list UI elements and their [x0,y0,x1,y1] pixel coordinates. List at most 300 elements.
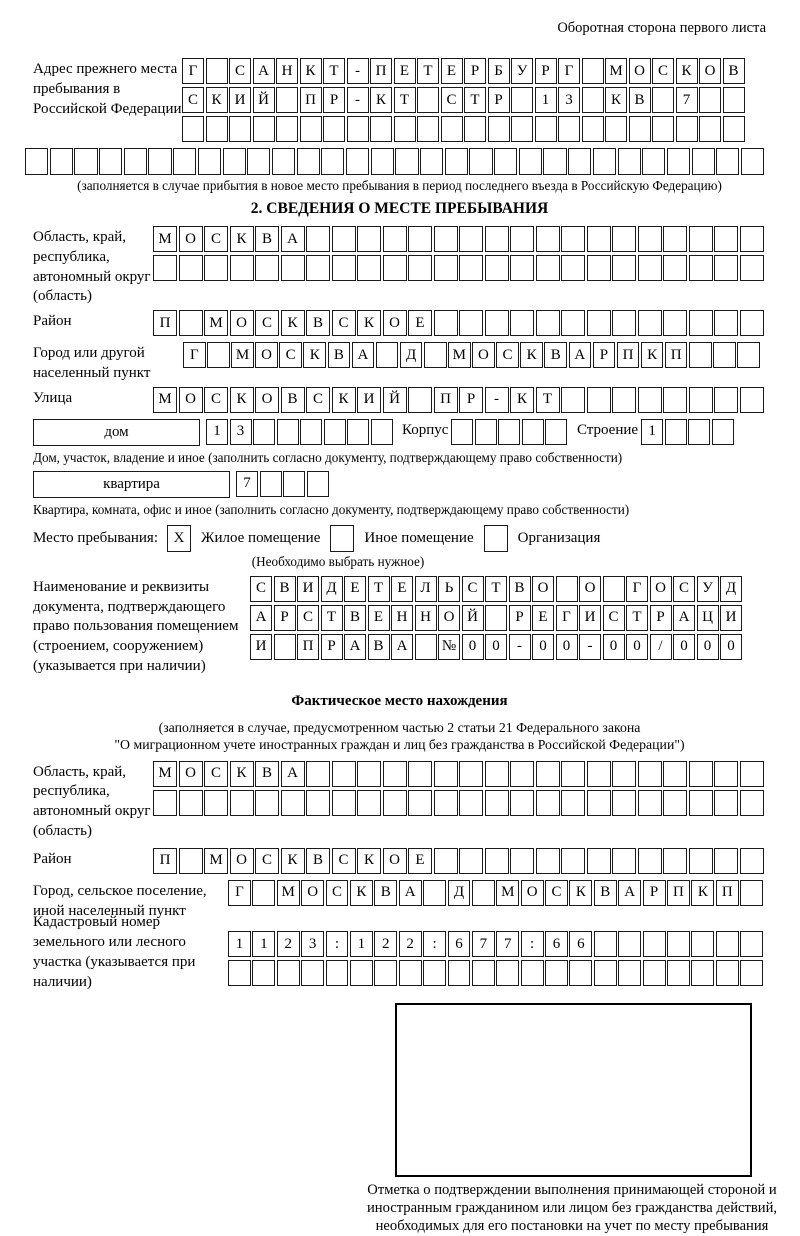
char-box[interactable] [543,148,566,175]
char-box[interactable] [689,255,713,281]
char-box[interactable] [306,790,330,816]
char-box[interactable] [459,310,483,336]
char-box[interactable] [485,848,509,874]
char-box[interactable]: : [326,931,349,957]
char-box[interactable] [638,226,662,252]
char-box[interactable] [485,226,509,252]
char-box[interactable]: У [697,576,719,602]
char-box[interactable]: М [153,226,177,252]
char-box[interactable] [740,226,764,252]
other-premises-checkbox[interactable] [330,525,354,552]
char-box[interactable] [618,960,641,986]
char-box[interactable]: О [699,58,721,84]
char-box[interactable] [568,148,591,175]
char-box[interactable] [451,419,473,445]
char-box[interactable] [569,960,592,986]
char-box[interactable] [204,790,228,816]
char-box[interactable] [99,148,122,175]
char-box[interactable] [587,310,611,336]
char-box[interactable]: М [231,342,254,368]
char-box[interactable]: Р [593,342,616,368]
residential-checkbox[interactable]: X [167,525,191,552]
char-box[interactable] [663,761,687,787]
char-box[interactable]: Е [394,58,416,84]
char-box[interactable] [274,634,296,660]
char-box[interactable] [485,310,509,336]
char-box[interactable] [740,761,764,787]
char-box[interactable] [383,790,407,816]
char-box[interactable] [521,960,544,986]
char-box[interactable] [399,960,422,986]
char-box[interactable]: О [438,605,460,631]
char-box[interactable] [536,790,560,816]
char-box[interactable]: Е [344,576,366,602]
char-box[interactable] [332,255,356,281]
char-box[interactable]: С [332,848,356,874]
char-box[interactable]: С [250,576,272,602]
char-box[interactable]: Т [394,87,416,113]
char-box[interactable] [434,790,458,816]
char-box[interactable] [198,148,221,175]
char-box[interactable] [638,848,662,874]
char-box[interactable]: П [300,87,322,113]
char-box[interactable]: Е [391,576,413,602]
char-box[interactable] [332,226,356,252]
char-box[interactable] [347,116,369,142]
char-box[interactable]: В [594,880,617,906]
char-box[interactable] [612,761,636,787]
char-box[interactable]: 1 [228,931,251,957]
char-box[interactable] [737,342,760,368]
char-box[interactable] [716,931,739,957]
char-box[interactable]: Н [276,58,298,84]
char-box[interactable] [663,848,687,874]
char-box[interactable]: Р [643,880,666,906]
char-box[interactable] [434,310,458,336]
char-box[interactable]: А [352,342,375,368]
char-box[interactable]: Е [441,58,463,84]
char-box[interactable]: С [204,761,228,787]
char-box[interactable]: П [667,880,690,906]
char-box[interactable] [485,255,509,281]
char-box[interactable]: М [153,761,177,787]
char-box[interactable]: 3 [558,87,580,113]
char-box[interactable]: М [277,880,300,906]
char-box[interactable] [415,634,437,660]
char-box[interactable] [417,116,439,142]
char-box[interactable] [510,848,534,874]
char-box[interactable] [740,310,764,336]
char-box[interactable] [347,419,369,445]
char-box[interactable] [179,848,203,874]
char-box[interactable] [593,148,616,175]
char-box[interactable] [699,116,721,142]
char-box[interactable]: К [357,310,381,336]
char-box[interactable] [206,116,228,142]
char-box[interactable]: О [179,387,203,413]
char-box[interactable]: Н [415,605,437,631]
char-box[interactable] [179,310,203,336]
char-box[interactable] [558,116,580,142]
char-box[interactable]: Т [323,58,345,84]
char-box[interactable]: № [438,634,460,660]
char-box[interactable] [306,761,330,787]
char-box[interactable]: О [179,761,203,787]
char-box[interactable] [300,419,322,445]
char-box[interactable] [488,116,510,142]
char-box[interactable]: С [306,387,330,413]
char-box[interactable] [230,790,254,816]
char-box[interactable]: 0 [462,634,484,660]
char-box[interactable] [230,255,254,281]
char-box[interactable] [618,931,641,957]
char-box[interactable]: В [629,87,651,113]
char-box[interactable] [485,790,509,816]
char-box[interactable]: С [441,87,463,113]
char-box[interactable]: О [521,880,544,906]
char-box[interactable]: А [281,761,305,787]
char-box[interactable] [277,419,299,445]
char-box[interactable]: Е [532,605,554,631]
char-box[interactable]: К [510,387,534,413]
char-box[interactable] [469,148,492,175]
char-box[interactable] [612,848,636,874]
char-box[interactable] [603,576,625,602]
char-box[interactable]: 1 [641,419,663,445]
char-box[interactable] [714,387,738,413]
char-box[interactable] [536,255,560,281]
char-box[interactable] [667,148,690,175]
char-box[interactable]: Р [509,605,531,631]
char-box[interactable] [663,255,687,281]
char-box[interactable]: О [255,342,278,368]
char-box[interactable] [689,387,713,413]
char-box[interactable]: С [255,848,279,874]
char-box[interactable]: Т [464,87,486,113]
char-box[interactable]: В [306,848,330,874]
char-box[interactable] [561,761,585,787]
char-box[interactable] [408,761,432,787]
char-box[interactable]: 6 [569,931,592,957]
char-box[interactable] [714,226,738,252]
char-box[interactable]: К [230,387,254,413]
char-box[interactable] [688,419,710,445]
char-box[interactable] [472,960,495,986]
char-box[interactable] [714,790,738,816]
char-box[interactable]: Т [417,58,439,84]
char-box[interactable] [459,848,483,874]
char-box[interactable] [423,880,446,906]
char-box[interactable] [663,790,687,816]
char-box[interactable] [556,576,578,602]
char-box[interactable] [383,255,407,281]
char-box[interactable] [561,310,585,336]
char-box[interactable]: Г [228,880,251,906]
char-box[interactable]: К [300,58,322,84]
char-box[interactable]: К [691,880,714,906]
char-box[interactable]: И [579,605,601,631]
char-box[interactable]: С [673,576,695,602]
char-box[interactable] [582,58,604,84]
char-box[interactable] [253,419,275,445]
char-box[interactable]: 7 [496,931,519,957]
char-box[interactable] [713,342,736,368]
char-box[interactable] [716,960,739,986]
char-box[interactable]: Р [323,87,345,113]
char-box[interactable]: 0 [485,634,507,660]
char-box[interactable] [692,148,715,175]
char-box[interactable]: - [485,387,509,413]
char-box[interactable]: Д [448,880,471,906]
char-box[interactable] [423,960,446,986]
char-box[interactable] [179,255,203,281]
char-box[interactable]: К [370,87,392,113]
char-box[interactable] [300,116,322,142]
char-box[interactable]: П [665,342,688,368]
char-box[interactable] [153,255,177,281]
char-box[interactable] [283,471,305,497]
organization-checkbox[interactable] [484,525,508,552]
char-box[interactable]: С [462,576,484,602]
char-box[interactable]: В [255,761,279,787]
char-box[interactable] [691,931,714,957]
char-box[interactable] [676,116,698,142]
char-box[interactable]: В [368,634,390,660]
char-box[interactable] [689,761,713,787]
char-box[interactable] [179,790,203,816]
char-box[interactable]: Г [183,342,206,368]
char-box[interactable] [605,116,627,142]
char-box[interactable]: Т [536,387,560,413]
char-box[interactable] [643,960,666,986]
char-box[interactable] [281,255,305,281]
char-box[interactable] [582,87,604,113]
char-box[interactable] [25,148,48,175]
char-box[interactable] [260,471,282,497]
char-box[interactable] [642,148,665,175]
char-box[interactable] [228,960,251,986]
char-box[interactable]: 3 [230,419,252,445]
char-box[interactable]: О [301,880,324,906]
char-box[interactable] [535,116,557,142]
char-box[interactable] [252,960,275,986]
char-box[interactable]: М [605,58,627,84]
char-box[interactable]: П [297,634,319,660]
char-box[interactable] [459,226,483,252]
char-box[interactable]: К [569,880,592,906]
char-box[interactable] [204,255,228,281]
char-box[interactable] [383,761,407,787]
char-box[interactable] [434,761,458,787]
char-box[interactable]: П [617,342,640,368]
char-box[interactable] [638,790,662,816]
char-box[interactable]: Т [626,605,648,631]
char-box[interactable] [587,387,611,413]
char-box[interactable]: К [676,58,698,84]
char-box[interactable]: А [250,605,272,631]
char-box[interactable] [74,148,97,175]
char-box[interactable] [306,255,330,281]
char-box[interactable]: Р [535,58,557,84]
char-box[interactable] [716,148,739,175]
char-box[interactable]: - [347,58,369,84]
char-box[interactable] [519,148,542,175]
char-box[interactable]: П [716,880,739,906]
char-box[interactable]: Д [720,576,742,602]
char-box[interactable] [321,148,344,175]
char-box[interactable]: Т [321,605,343,631]
char-box[interactable] [740,387,764,413]
char-box[interactable] [510,761,534,787]
char-box[interactable] [691,960,714,986]
char-box[interactable] [561,226,585,252]
char-box[interactable] [153,790,177,816]
char-box[interactable]: : [423,931,446,957]
char-box[interactable]: Р [650,605,672,631]
char-box[interactable]: 1 [535,87,557,113]
char-box[interactable] [561,255,585,281]
char-box[interactable] [667,931,690,957]
char-box[interactable] [394,116,416,142]
char-box[interactable] [417,87,439,113]
char-box[interactable]: 6 [545,931,568,957]
char-box[interactable] [173,148,196,175]
char-box[interactable]: О [255,387,279,413]
char-box[interactable]: С [652,58,674,84]
char-box[interactable] [638,387,662,413]
char-box[interactable] [357,761,381,787]
char-box[interactable]: 0 [603,634,625,660]
char-box[interactable] [587,761,611,787]
char-box[interactable]: 7 [472,931,495,957]
char-box[interactable] [510,790,534,816]
char-box[interactable]: К [520,342,543,368]
char-box[interactable]: Д [321,576,343,602]
char-box[interactable] [357,226,381,252]
char-box[interactable]: А [618,880,641,906]
char-box[interactable] [689,790,713,816]
char-box[interactable] [464,116,486,142]
char-box[interactable] [714,848,738,874]
char-box[interactable]: Р [464,58,486,84]
char-box[interactable]: С [255,310,279,336]
char-box[interactable]: А [391,634,413,660]
char-box[interactable]: К [357,848,381,874]
char-box[interactable] [699,87,721,113]
char-box[interactable] [253,116,275,142]
char-box[interactable] [629,116,651,142]
char-box[interactable]: А [253,58,275,84]
char-box[interactable]: К [230,226,254,252]
char-box[interactable] [445,148,468,175]
char-box[interactable] [332,790,356,816]
char-box[interactable]: Ь [438,576,460,602]
char-box[interactable]: К [641,342,664,368]
char-box[interactable]: С [332,310,356,336]
char-box[interactable] [618,148,641,175]
char-box[interactable]: - [579,634,601,660]
char-box[interactable]: 6 [448,931,471,957]
char-box[interactable] [371,419,393,445]
char-box[interactable] [229,116,251,142]
char-box[interactable]: М [496,880,519,906]
char-box[interactable]: К [281,848,305,874]
char-box[interactable]: С [297,605,319,631]
char-box[interactable]: О [383,848,407,874]
char-box[interactable] [247,148,270,175]
char-box[interactable]: М [448,342,471,368]
char-box[interactable] [740,848,764,874]
char-box[interactable]: А [399,880,422,906]
char-box[interactable] [594,960,617,986]
char-box[interactable]: - [509,634,531,660]
char-box[interactable] [277,960,300,986]
char-box[interactable] [252,880,275,906]
char-box[interactable] [587,226,611,252]
char-box[interactable]: И [229,87,251,113]
char-box[interactable] [612,226,636,252]
char-box[interactable]: В [274,576,296,602]
char-box[interactable]: В [328,342,351,368]
char-box[interactable] [638,255,662,281]
char-box[interactable]: К [350,880,373,906]
char-box[interactable]: И [250,634,272,660]
char-box[interactable] [276,116,298,142]
char-box[interactable] [612,255,636,281]
char-box[interactable]: В [255,226,279,252]
char-box[interactable]: О [230,310,254,336]
char-box[interactable] [441,116,463,142]
char-box[interactable]: В [509,576,531,602]
char-box[interactable] [148,148,171,175]
char-box[interactable] [545,960,568,986]
char-box[interactable]: Р [488,87,510,113]
char-box[interactable]: А [344,634,366,660]
char-box[interactable]: М [153,387,177,413]
char-box[interactable] [326,960,349,986]
char-box[interactable] [594,931,617,957]
char-box[interactable] [510,255,534,281]
char-box[interactable] [370,116,392,142]
char-box[interactable] [496,960,519,986]
char-box[interactable]: В [281,387,305,413]
char-box[interactable] [561,790,585,816]
char-box[interactable]: Д [400,342,423,368]
char-box[interactable] [494,148,517,175]
char-box[interactable]: К [230,761,254,787]
char-box[interactable]: С [182,87,204,113]
char-box[interactable]: Р [459,387,483,413]
char-box[interactable]: К [332,387,356,413]
char-box[interactable]: 0 [673,634,695,660]
char-box[interactable] [434,255,458,281]
char-box[interactable] [374,960,397,986]
char-box[interactable]: С [204,226,228,252]
char-box[interactable] [740,931,763,957]
char-box[interactable] [459,255,483,281]
char-box[interactable]: : [521,931,544,957]
char-box[interactable]: Й [462,605,484,631]
char-box[interactable] [408,790,432,816]
char-box[interactable] [255,790,279,816]
char-box[interactable] [485,761,509,787]
char-box[interactable]: Т [368,576,390,602]
char-box[interactable] [350,960,373,986]
char-box[interactable] [545,419,567,445]
char-box[interactable] [612,790,636,816]
char-box[interactable] [124,148,147,175]
char-box[interactable]: П [434,387,458,413]
